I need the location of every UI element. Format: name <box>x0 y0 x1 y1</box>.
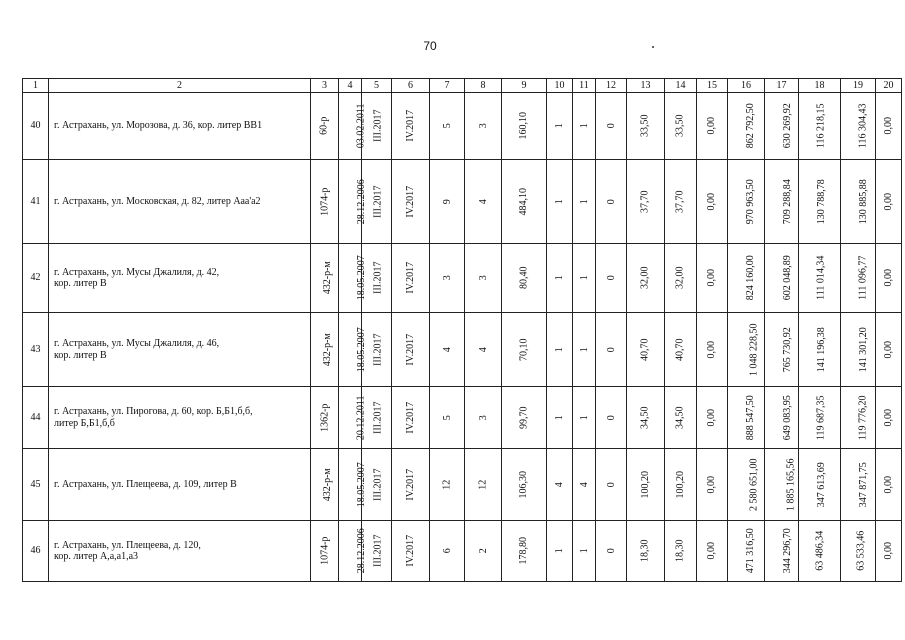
header-cell: 14 <box>665 79 697 93</box>
table-cell <box>547 244 573 313</box>
header-cell: 8 <box>465 79 502 93</box>
cell-text: 765 730,92 <box>781 327 793 372</box>
header-cell: 18 <box>799 79 841 93</box>
cell-text: 106,30 <box>518 470 530 499</box>
table-cell <box>430 313 465 387</box>
table-cell <box>547 313 573 387</box>
header-cell: 13 <box>627 79 665 93</box>
table-cell <box>841 313 876 387</box>
cell-text: 0,00 <box>882 269 894 287</box>
table-cell <box>876 244 902 313</box>
cell-text: IV.2017 <box>404 468 416 501</box>
cell-text: 9 <box>441 199 453 204</box>
header-cell: 19 <box>841 79 876 93</box>
cell-text: 0,00 <box>882 340 894 359</box>
table-cell <box>665 521 697 582</box>
cell-text: 18.05.2007 <box>355 462 367 507</box>
table-cell <box>392 449 430 521</box>
table-cell <box>596 160 627 244</box>
table-cell <box>502 521 547 582</box>
table-cell <box>765 449 799 521</box>
table-cell <box>876 521 902 582</box>
cell-text: 1 <box>553 275 565 281</box>
cell-text: 862 792,50 <box>744 103 756 149</box>
cell-text: 970 963,50 <box>744 179 756 224</box>
cell-text: 1 048 228,50 <box>748 323 760 376</box>
table-cell <box>596 313 627 387</box>
cell-text: 37,70 <box>639 190 651 213</box>
cell-text: 432-р-м <box>321 333 333 366</box>
cell-text: III.2017 <box>372 261 384 295</box>
cell-text: 80,40 <box>518 266 530 290</box>
table-cell <box>876 449 902 521</box>
cell-text: 3 <box>477 275 489 281</box>
table-cell <box>841 449 876 521</box>
address-cell: г. Астрахань, ул. Мусы Джалиля, д. 46, кор. литер В <box>49 313 311 387</box>
cell-text: 709 288,84 <box>781 179 793 224</box>
table-cell <box>728 160 765 244</box>
table-cell <box>596 93 627 160</box>
address-cell: г. Астрахань, ул. Пирогова, д. 60, кор. Б,Б1,б,б, литер Б,Б1,б,б <box>49 387 311 449</box>
cell-text: 60-р <box>318 116 330 136</box>
cell-text: 111 096,77 <box>857 255 869 301</box>
cell-text: III.2017 <box>372 534 384 568</box>
cell-text: 0 <box>605 482 617 487</box>
row-number-cell: 43 <box>23 313 49 387</box>
table-cell <box>339 449 367 521</box>
cell-text: 100,20 <box>674 470 686 499</box>
cell-text: 0,00 <box>706 117 718 135</box>
table-cell <box>799 449 841 521</box>
table-cell <box>665 244 697 313</box>
table-cell <box>392 93 430 160</box>
table-cell <box>765 313 799 387</box>
table-cell <box>765 521 799 582</box>
table-cell <box>627 244 665 313</box>
table-cell <box>502 387 547 449</box>
cell-text: 4 <box>477 347 489 352</box>
cell-text: 432-р-м <box>321 261 333 295</box>
table-cell <box>697 93 728 160</box>
table-cell <box>547 449 573 521</box>
header-cell: 12 <box>596 79 627 93</box>
table-row <box>23 313 902 387</box>
cell-text: 824 160,00 <box>744 255 756 301</box>
table-cell <box>627 160 665 244</box>
cell-text: 141 196,38 <box>815 327 827 372</box>
cell-text: 40,70 <box>674 338 686 361</box>
table-cell <box>765 93 799 160</box>
cell-text: 4 <box>578 482 590 487</box>
cell-text: 6 <box>441 548 453 554</box>
table-cell <box>311 387 339 449</box>
cell-text: 1 <box>578 199 590 204</box>
table-cell <box>596 244 627 313</box>
table-cell <box>311 521 339 582</box>
table-cell <box>728 449 765 521</box>
table-row <box>23 160 902 244</box>
header-cell: 20 <box>876 79 902 93</box>
cell-text: 3 <box>477 123 489 129</box>
table-cell <box>728 313 765 387</box>
address-cell: г. Астрахань, ул. Мусы Джалиля, д. 42, кор. литер В <box>49 244 311 313</box>
table-cell <box>799 160 841 244</box>
table-cell <box>697 244 728 313</box>
cell-text: 100,20 <box>639 470 651 499</box>
cell-text: 141 301,20 <box>857 327 869 372</box>
header-cell: 6 <box>392 79 430 93</box>
table-cell <box>596 387 627 449</box>
table-cell <box>765 160 799 244</box>
header-cell: 9 <box>502 79 547 93</box>
table-cell <box>392 387 430 449</box>
table-cell <box>547 387 573 449</box>
table-cell <box>465 244 502 313</box>
cell-text: 602 048,89 <box>781 255 793 301</box>
address-cell: г. Астрахань, ул. Московская, д. 82, литер Ааа'а2 <box>49 160 311 244</box>
cell-text: 18.05.2007 <box>355 255 367 301</box>
header-cell: 2 <box>49 79 311 93</box>
table-row <box>23 449 902 521</box>
cell-text: 33,50 <box>674 114 686 138</box>
cell-text: 888 547,50 <box>744 395 756 440</box>
cell-text: 1074-р <box>319 187 331 216</box>
header-cell: 11 <box>573 79 596 93</box>
table-cell <box>697 160 728 244</box>
table-cell <box>697 449 728 521</box>
header-cell: 3 <box>311 79 339 93</box>
stray-mark <box>652 46 654 48</box>
table-cell <box>547 93 573 160</box>
table-cell <box>876 160 902 244</box>
table-cell <box>430 521 465 582</box>
cell-text: 2 <box>477 548 489 554</box>
cell-text: 0,00 <box>706 340 718 359</box>
cell-text: 1 <box>553 347 565 352</box>
table-cell <box>728 244 765 313</box>
table-cell <box>311 449 339 521</box>
cell-text: 5 <box>441 415 453 420</box>
table-cell <box>876 313 902 387</box>
cell-text: 0,00 <box>706 475 718 494</box>
cell-text: 484,10 <box>518 187 530 216</box>
header-cell: 10 <box>547 79 573 93</box>
cell-text: 0,00 <box>882 475 894 494</box>
table-cell <box>502 93 547 160</box>
row-number-cell: 42 <box>23 244 49 313</box>
cell-text: 0,00 <box>706 542 718 560</box>
table-cell <box>627 93 665 160</box>
row-number-cell: 46 <box>23 521 49 582</box>
table-cell <box>339 521 367 582</box>
cell-text: 130 885,88 <box>857 179 869 224</box>
data-table <box>22 78 902 582</box>
table-cell <box>799 313 841 387</box>
cell-text: 3 <box>477 415 489 420</box>
table-cell <box>665 93 697 160</box>
table-cell <box>339 160 367 244</box>
cell-text: III.2017 <box>372 333 384 366</box>
table-cell <box>697 521 728 582</box>
cell-text: 116 304,43 <box>857 103 869 149</box>
cell-text: IV.2017 <box>404 185 416 218</box>
cell-text: 1 <box>553 199 565 204</box>
cell-text: IV.2017 <box>404 535 416 567</box>
cell-text: 63 533,46 <box>855 531 867 571</box>
table-cell <box>339 313 367 387</box>
table-cell <box>547 160 573 244</box>
table-cell <box>392 244 430 313</box>
table-cell <box>311 313 339 387</box>
header-cell: 1 <box>23 79 49 93</box>
cell-text: 12 <box>441 479 453 490</box>
table-cell <box>392 160 430 244</box>
cell-text: 34,50 <box>639 406 651 429</box>
table-cell <box>728 521 765 582</box>
header-cell: 5 <box>362 79 392 93</box>
table-cell <box>392 521 430 582</box>
cell-text: 4 <box>441 347 453 352</box>
table-cell <box>502 160 547 244</box>
table-cell <box>465 521 502 582</box>
address-cell: г. Астрахань, ул. Морозова, д. 36, кор. литер ВВ1 <box>49 93 311 160</box>
cell-text: 432-р-м <box>321 468 333 501</box>
cell-text: 34,50 <box>674 406 686 429</box>
table-cell <box>697 387 728 449</box>
cell-text: 28.12.2006 <box>355 528 367 574</box>
cell-text: 18,30 <box>639 539 651 563</box>
table-cell <box>392 313 430 387</box>
cell-text: 63 486,34 <box>813 531 825 571</box>
table-row <box>23 387 902 449</box>
cell-text: 630 269,92 <box>781 103 793 149</box>
cell-text: III.2017 <box>372 185 384 218</box>
cell-text: 1074-р <box>319 536 331 566</box>
table-cell <box>596 521 627 582</box>
cell-text: IV.2017 <box>404 262 416 294</box>
cell-text: 1 <box>553 123 565 129</box>
address-cell: г. Астрахань, ул. Плещеева, д. 109, литер В <box>49 449 311 521</box>
cell-text: 0 <box>605 415 617 420</box>
cell-text: 649 083,95 <box>781 395 793 440</box>
cell-text: IV.2017 <box>404 110 416 142</box>
table-cell <box>465 449 502 521</box>
table-cell <box>596 449 627 521</box>
header-row <box>23 79 902 93</box>
cell-text: 1 <box>578 123 590 129</box>
table-cell <box>311 244 339 313</box>
table-cell <box>876 387 902 449</box>
cell-text: 0,00 <box>706 408 718 427</box>
cell-text: 4 <box>553 482 565 487</box>
table-cell <box>502 313 547 387</box>
table-cell <box>465 93 502 160</box>
table-cell <box>430 449 465 521</box>
table-cell <box>465 313 502 387</box>
cell-text: 99,70 <box>518 406 530 429</box>
cell-text: 178,80 <box>518 537 530 565</box>
cell-text: IV.2017 <box>404 401 416 434</box>
table-cell <box>573 244 596 313</box>
cell-text: 5 <box>441 123 453 129</box>
row-number-cell: 41 <box>23 160 49 244</box>
table-cell <box>765 387 799 449</box>
cell-text: 12 <box>477 479 489 490</box>
cell-text: 1 <box>578 548 590 554</box>
table-cell <box>627 449 665 521</box>
table-cell <box>430 244 465 313</box>
table-cell <box>627 521 665 582</box>
cell-text: 0 <box>605 347 617 352</box>
cell-text: 33,50 <box>639 114 651 138</box>
cell-text: 1 <box>553 415 565 420</box>
table-cell <box>573 449 596 521</box>
table-cell <box>697 313 728 387</box>
cell-text: 18.05.2007 <box>355 327 367 372</box>
cell-text: 1362-р <box>319 403 331 432</box>
cell-text: 119 687,35 <box>815 395 827 440</box>
row-number-cell: 44 <box>23 387 49 449</box>
table-cell <box>841 387 876 449</box>
cell-text: 20.12.2011 <box>355 395 367 440</box>
cell-text: 130 788,78 <box>815 179 827 224</box>
table-cell <box>573 313 596 387</box>
table-cell <box>728 387 765 449</box>
table-cell <box>573 387 596 449</box>
row-number-cell: 45 <box>23 449 49 521</box>
table-cell <box>799 387 841 449</box>
cell-text: 32,00 <box>674 266 686 290</box>
cell-text: 1 <box>553 548 565 554</box>
table-cell <box>627 313 665 387</box>
cell-text: 111 014,34 <box>815 255 827 301</box>
cell-text: 344 296,70 <box>781 528 793 574</box>
table-cell <box>665 160 697 244</box>
cell-text: 0 <box>605 199 617 204</box>
table-cell <box>841 160 876 244</box>
table-cell <box>430 160 465 244</box>
table-cell <box>573 160 596 244</box>
header-cell: 7 <box>430 79 465 93</box>
table-cell <box>665 449 697 521</box>
table-cell <box>627 387 665 449</box>
table-row <box>23 93 902 160</box>
cell-text: 0,00 <box>706 192 718 211</box>
cell-text: 40,70 <box>639 338 651 361</box>
cell-text: 1 885 165,56 <box>785 458 797 511</box>
table-cell <box>311 93 339 160</box>
cell-text: 471 316,50 <box>744 528 756 574</box>
cell-text: 0 <box>605 123 617 129</box>
address-cell: г. Астрахань, ул. Плещеева, д. 120, кор. литер А,а,а1,а3 <box>49 521 311 582</box>
cell-text: 70,10 <box>518 338 530 361</box>
cell-text: 0 <box>605 548 617 554</box>
cell-text: 32,00 <box>639 266 651 290</box>
cell-text: 0,00 <box>882 542 894 560</box>
table-cell <box>502 449 547 521</box>
cell-text: 28.12.2006 <box>355 179 367 224</box>
table-cell <box>430 93 465 160</box>
cell-text: 119 776,20 <box>857 395 869 440</box>
table-row <box>23 244 902 313</box>
table-cell <box>876 93 902 160</box>
table-cell <box>799 521 841 582</box>
header-cell: 15 <box>697 79 728 93</box>
table-cell <box>573 521 596 582</box>
cell-text: 03.02.2011 <box>355 103 367 149</box>
table-cell <box>728 93 765 160</box>
cell-text: 116 218,15 <box>815 103 827 149</box>
row-number-cell: 40 <box>23 93 49 160</box>
header-cell: 16 <box>728 79 765 93</box>
table-cell <box>502 244 547 313</box>
table-cell <box>339 93 367 160</box>
cell-text: 2 580 651,00 <box>748 458 760 511</box>
cell-text: 3 <box>441 275 453 281</box>
cell-text: 18,30 <box>674 539 686 563</box>
table-cell <box>465 387 502 449</box>
table-cell <box>547 521 573 582</box>
table-cell <box>339 244 367 313</box>
table-cell <box>799 93 841 160</box>
table-cell <box>799 244 841 313</box>
cell-text: 0 <box>605 275 617 281</box>
table-cell <box>465 160 502 244</box>
table-row <box>23 521 902 582</box>
table-cell <box>573 93 596 160</box>
cell-text: 37,70 <box>674 190 686 213</box>
table-cell <box>311 160 339 244</box>
cell-text: 160,10 <box>518 112 530 140</box>
cell-text: IV.2017 <box>404 333 416 366</box>
cell-text: 347 871,75 <box>857 462 869 507</box>
cell-text: 0,00 <box>882 117 894 135</box>
header-cell: 17 <box>765 79 799 93</box>
table-cell <box>430 387 465 449</box>
table-cell <box>665 313 697 387</box>
table-cell <box>841 521 876 582</box>
cell-text: 347 613,69 <box>815 462 827 507</box>
table-cell <box>339 387 367 449</box>
header-cell: 4 <box>339 79 362 93</box>
table-cell <box>841 244 876 313</box>
cell-text: III.2017 <box>372 468 384 501</box>
table-cell <box>765 244 799 313</box>
table-cell <box>665 387 697 449</box>
cell-text: 0,00 <box>706 269 718 287</box>
cell-text: 0,00 <box>882 192 894 211</box>
cell-text: III.2017 <box>372 109 384 143</box>
table-cell <box>841 93 876 160</box>
cell-text: 1 <box>578 347 590 352</box>
page-number: 70 <box>423 39 437 53</box>
cell-text: 1 <box>578 415 590 420</box>
cell-text: 0,00 <box>882 408 894 427</box>
cell-text: 1 <box>578 275 590 281</box>
cell-text: III.2017 <box>372 401 384 434</box>
cell-text: 4 <box>477 199 489 204</box>
